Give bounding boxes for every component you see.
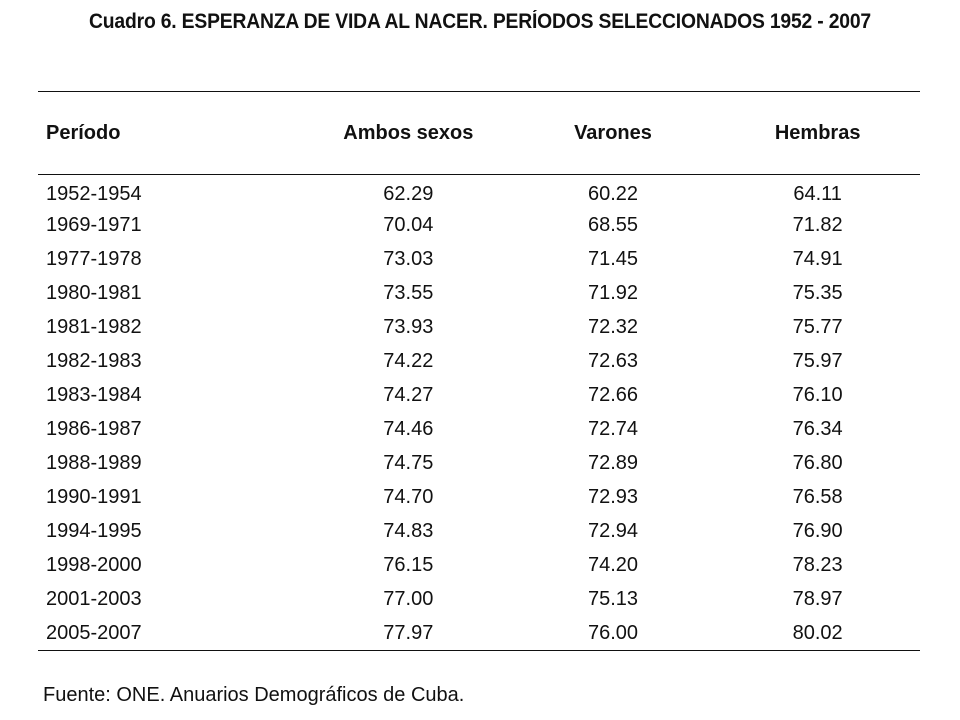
cell-varones: 72.32 <box>587 316 639 338</box>
header-ambos-sexos: Ambos sexos <box>343 121 474 144</box>
cell-ambos-sexos: 74.70 <box>383 486 434 508</box>
cell-period: 1952-1954 <box>46 183 142 206</box>
cell-hembras: 64.11 <box>793 183 842 206</box>
table-row <box>38 583 920 617</box>
cell-ambos-sexos: 77.00 <box>383 588 434 610</box>
cell-hembras: 78.97 <box>792 588 843 610</box>
table-row <box>38 175 920 209</box>
cell-period: 1988-1989 <box>46 452 142 474</box>
table-header <box>38 92 920 175</box>
life-expectancy-table <box>38 91 920 651</box>
cell-period: 1982-1983 <box>46 350 142 372</box>
cell-ambos-sexos: 74.46 <box>383 418 434 440</box>
cell-period: 1994-1995 <box>46 520 142 542</box>
life-expectancy-table-container <box>38 91 920 651</box>
cell-period: 1977-1978 <box>46 248 142 270</box>
table-row <box>38 345 920 379</box>
cell-period: 1969-1971 <box>46 214 142 236</box>
cell-ambos-sexos: 70.04 <box>383 214 434 236</box>
cell-hembras: 74.91 <box>792 248 843 270</box>
header-period: Período <box>46 121 121 144</box>
cell-hembras: 80.02 <box>792 621 843 644</box>
cell-period: 1986-1987 <box>46 418 142 440</box>
cell-varones: 72.66 <box>587 384 639 406</box>
table-body <box>38 175 920 651</box>
cell-hembras: 75.77 <box>792 316 843 338</box>
header-varones: Varones <box>574 121 652 144</box>
cell-varones: 75.13 <box>587 588 639 610</box>
cell-varones: 72.94 <box>587 520 639 542</box>
cell-varones: 71.92 <box>587 282 639 304</box>
cell-period: 1983-1984 <box>46 384 142 406</box>
cell-ambos-sexos: 74.83 <box>383 520 434 542</box>
table-row <box>38 617 920 651</box>
cell-period: 1998-2000 <box>46 554 142 576</box>
source-note: Fuente: ONE. Anuarios Demográficos de Cuba. <box>43 684 465 706</box>
table-row <box>38 243 920 277</box>
cell-varones: 60.22 <box>587 183 639 206</box>
cell-varones: 72.74 <box>587 418 639 440</box>
table-row <box>38 481 920 515</box>
table-row <box>38 209 920 243</box>
cell-varones: 71.45 <box>587 248 639 270</box>
header-hembras: Hembras <box>774 121 861 144</box>
cell-hembras: 76.34 <box>792 418 843 440</box>
table-row <box>38 413 920 447</box>
cell-hembras: 76.10 <box>792 384 843 406</box>
table-row <box>38 379 920 413</box>
cell-hembras: 78.23 <box>792 554 843 576</box>
cell-period: 1980-1981 <box>46 282 142 304</box>
cell-ambos-sexos: 74.22 <box>383 350 434 372</box>
cell-ambos-sexos: 62.29 <box>383 183 434 206</box>
cell-period: 2005-2007 <box>46 621 142 644</box>
cell-hembras: 76.90 <box>792 520 843 542</box>
cell-ambos-sexos: 77.97 <box>383 621 434 644</box>
cell-period: 1981-1982 <box>46 316 142 338</box>
cell-ambos-sexos: 76.15 <box>383 554 434 576</box>
cell-hembras: 75.97 <box>792 350 843 372</box>
cell-period: 2001-2003 <box>46 588 142 610</box>
table-row <box>38 515 920 549</box>
cell-varones: 68.55 <box>587 214 639 236</box>
cell-varones: 74.20 <box>587 554 639 576</box>
table-title: Cuadro 6. ESPERANZA DE VIDA AL NACER. PERÍODOS SELECCIONADOS 1952 - 2007 <box>89 10 871 33</box>
cell-period: 1990-1991 <box>46 486 142 508</box>
cell-ambos-sexos: 74.27 <box>383 384 434 406</box>
cell-varones: 72.93 <box>587 486 639 508</box>
table-row <box>38 311 920 345</box>
cell-varones: 72.63 <box>587 350 639 372</box>
table-row <box>38 277 920 311</box>
cell-varones: 72.89 <box>587 452 639 474</box>
cell-ambos-sexos: 73.55 <box>383 282 434 304</box>
cell-ambos-sexos: 73.03 <box>383 248 434 270</box>
cell-hembras: 71.82 <box>792 214 843 236</box>
header-row <box>38 92 920 175</box>
cell-hembras: 76.58 <box>792 486 843 508</box>
cell-ambos-sexos: 73.93 <box>383 316 434 338</box>
cell-hembras: 75.35 <box>792 282 843 304</box>
cell-ambos-sexos: 74.75 <box>383 452 434 474</box>
cell-hembras: 76.80 <box>792 452 843 474</box>
table-row <box>38 549 920 583</box>
cell-varones: 76.00 <box>587 621 639 644</box>
table-row <box>38 447 920 481</box>
